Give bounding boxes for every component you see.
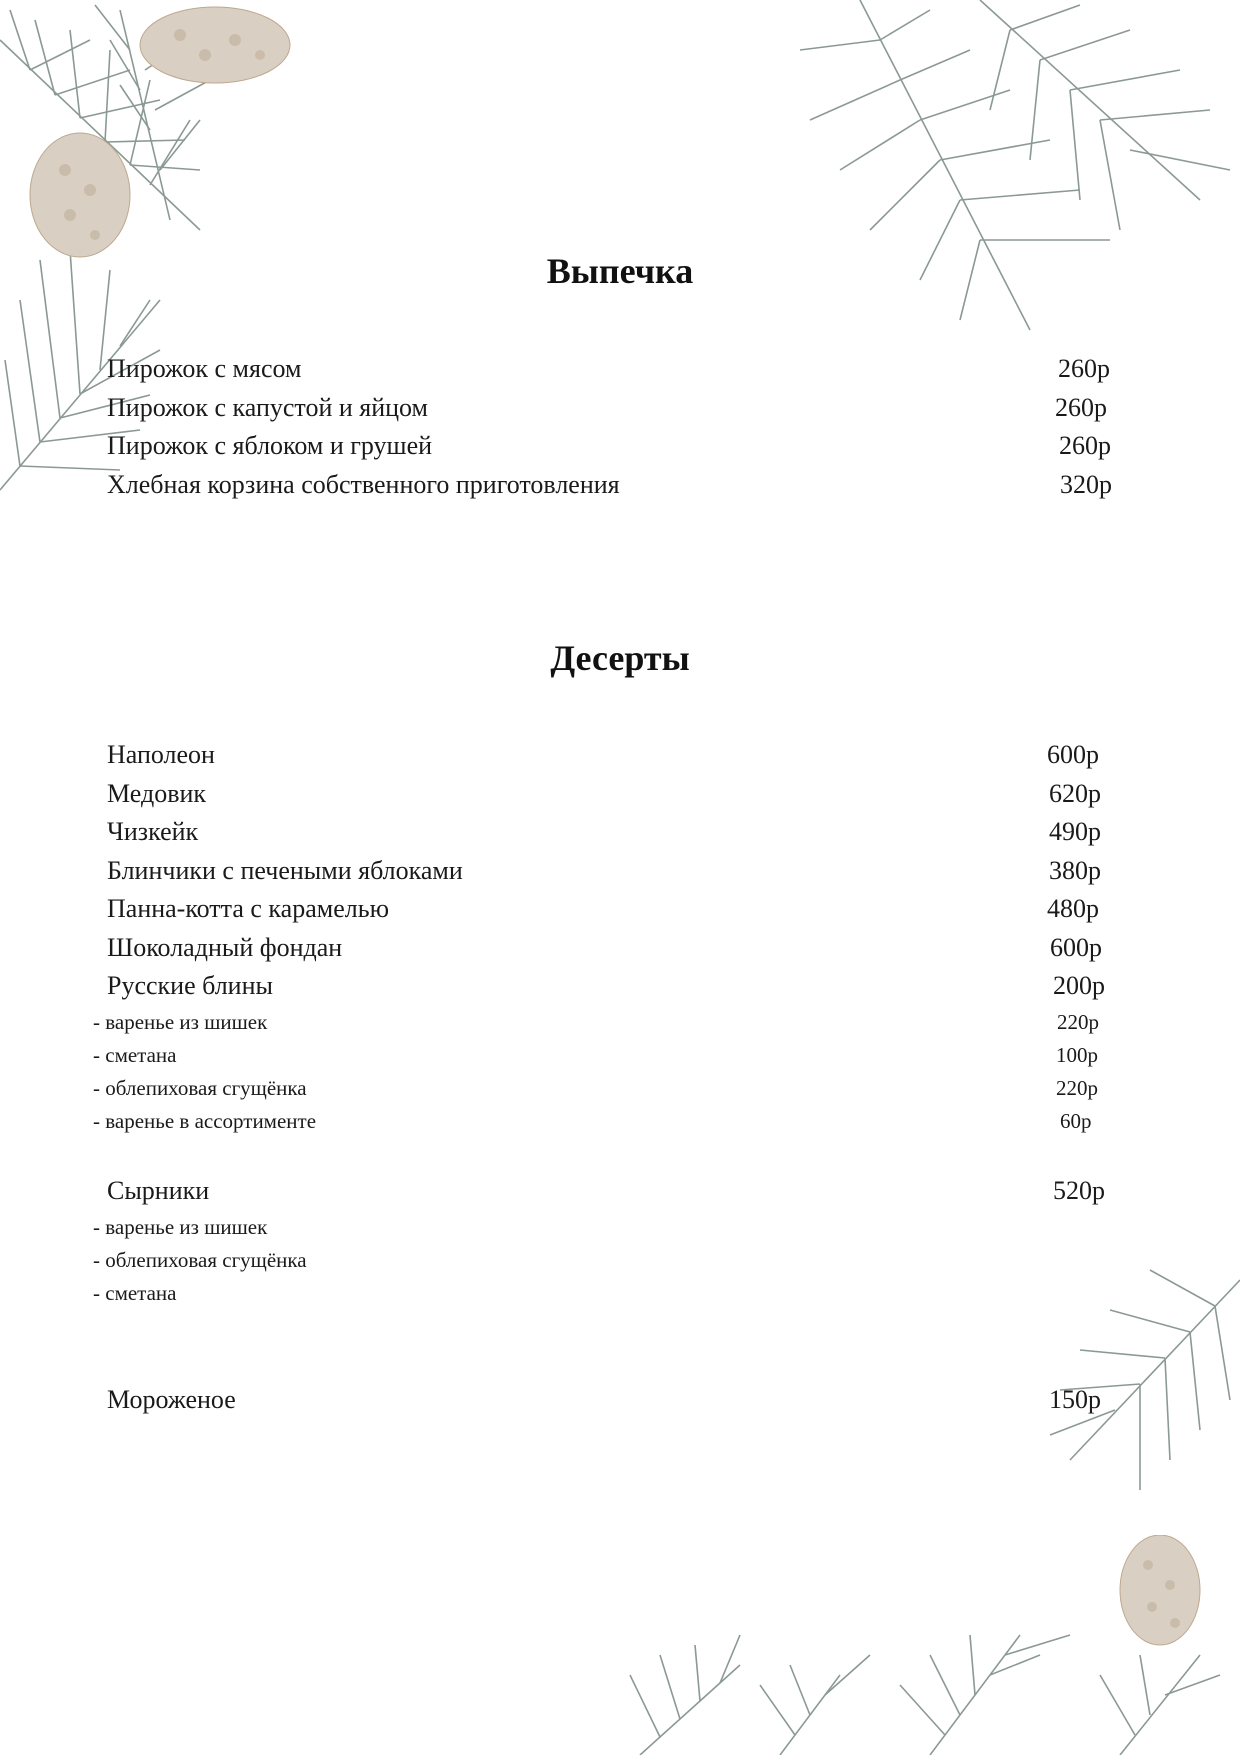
menu-item-price: 480р — [1047, 894, 1099, 923]
menu-item-price: 600р — [1050, 933, 1102, 962]
topping-name: - варенье из шишек — [93, 1215, 268, 1239]
topping-name: - сметана — [93, 1281, 177, 1305]
topping-item — [0, 1109, 1240, 1135]
topping-item — [0, 1248, 1240, 1274]
menu-item — [0, 740, 1240, 770]
menu-item-name: Сырники — [107, 1176, 210, 1205]
topping-name: - облепиховая сгущёнка — [93, 1076, 307, 1100]
menu-item-name: Пирожок с мясом — [107, 354, 302, 383]
menu-item-name: Чизкейк — [107, 817, 199, 846]
pine-branch-bottom-decoration — [600, 1535, 1240, 1755]
menu-item — [0, 470, 1240, 500]
menu-item-price: 620р — [1049, 779, 1101, 808]
menu-item-price: 260р — [1058, 354, 1110, 383]
menu-item — [0, 1176, 1240, 1206]
topping-name: - варенье из шишек — [93, 1010, 268, 1034]
menu-item-price: 150р — [1049, 1385, 1101, 1414]
menu-item — [0, 393, 1240, 423]
topping-item — [0, 1010, 1240, 1036]
menu-item — [0, 354, 1240, 384]
menu-item-price: 260р — [1055, 393, 1107, 422]
menu-item-name: Блинчики с печеными яблоками — [107, 856, 463, 885]
menu-item-price: 260р — [1059, 431, 1111, 460]
menu-item — [0, 894, 1240, 924]
menu-item-price: 320р — [1060, 470, 1112, 499]
topping-price: 220р — [1056, 1076, 1098, 1100]
menu-item-name: Русские блины — [107, 971, 273, 1000]
menu-item-name: Мороженое — [107, 1385, 236, 1414]
menu-item-name: Медовик — [107, 779, 207, 808]
menu-item-price: 200р — [1053, 971, 1105, 1000]
menu-item — [0, 933, 1240, 963]
topping-name: - облепиховая сгущёнка — [93, 1248, 307, 1272]
topping-name: - сметана — [93, 1043, 177, 1067]
topping-item — [0, 1076, 1240, 1102]
menu-item-name: Пирожок с капустой и яйцом — [107, 393, 429, 422]
menu-item — [0, 817, 1240, 847]
topping-price: 220р — [1057, 1010, 1099, 1034]
menu-item — [0, 431, 1240, 461]
menu-item-name: Шоколадный фондан — [107, 933, 343, 962]
menu-item — [0, 971, 1240, 1001]
pastry-section-title: Выпечка — [546, 251, 694, 291]
desserts-section-title: Десерты — [550, 638, 690, 678]
topping-item — [0, 1215, 1240, 1241]
topping-item — [0, 1281, 1240, 1307]
topping-item — [0, 1043, 1240, 1069]
menu-item-price: 520р — [1053, 1176, 1105, 1205]
topping-name: - варенье в ассортименте — [93, 1109, 317, 1133]
menu-item-price: 490р — [1049, 817, 1101, 846]
menu-item-price: 380р — [1049, 856, 1101, 885]
menu-item — [0, 856, 1240, 886]
menu-item-name: Хлебная корзина собственного приготовления — [107, 470, 620, 499]
pine-branch-top-right-decoration — [780, 0, 1240, 360]
topping-price: 100р — [1056, 1043, 1098, 1067]
menu-item-name: Наполеон — [107, 740, 215, 769]
menu-item — [0, 1385, 1240, 1415]
menu-item-price: 600р — [1047, 740, 1099, 769]
menu-item-name: Пирожок с яблоком и грушей — [107, 431, 433, 460]
menu-item-name: Панна-котта с карамелью — [107, 894, 390, 923]
topping-price: 60р — [1060, 1109, 1092, 1133]
menu-item — [0, 779, 1240, 809]
